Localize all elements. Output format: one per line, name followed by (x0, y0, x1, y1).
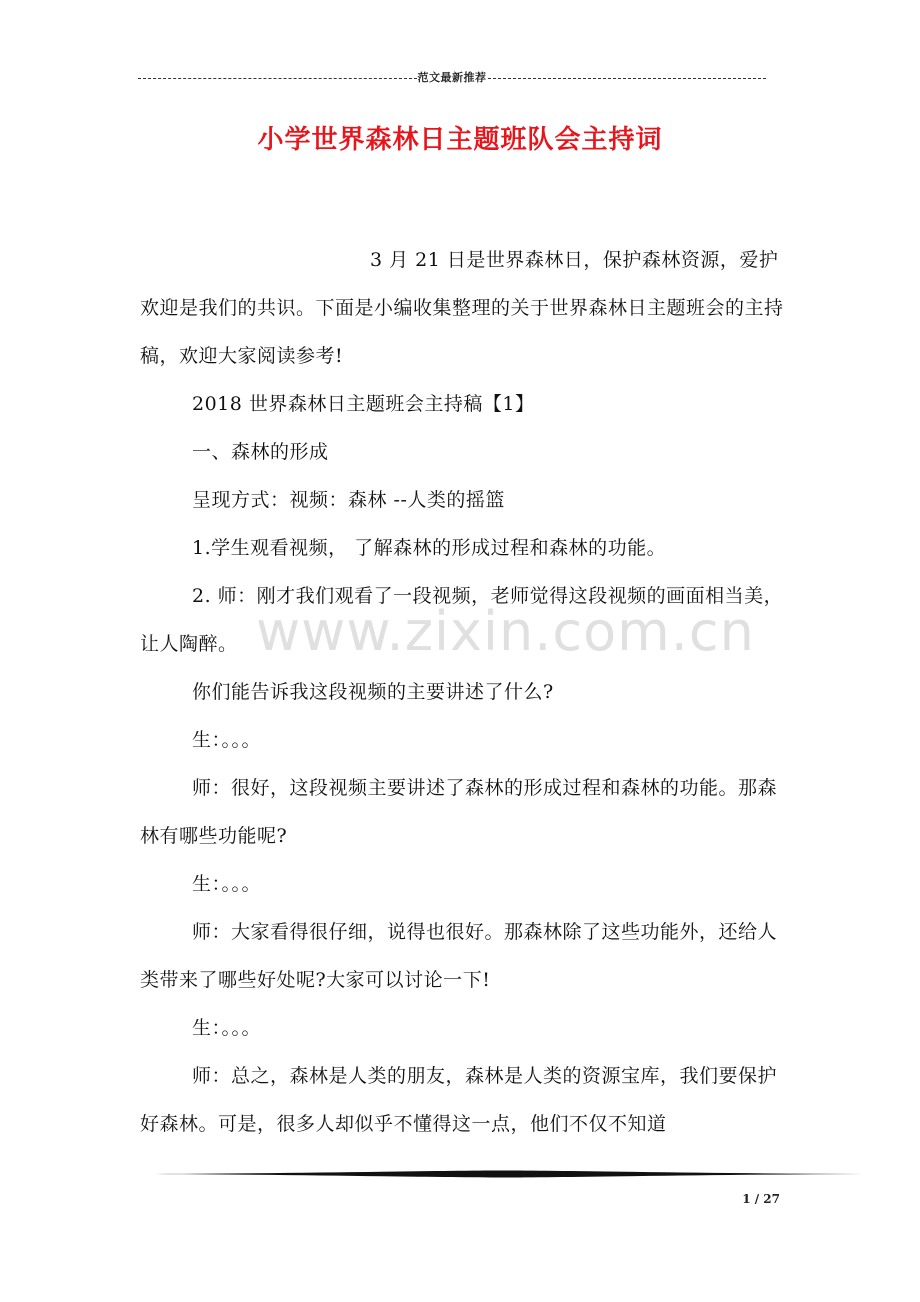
body-paragraph: 师：很好，这段视频主要讲述了森林的形成过程和森林的功能。那森林有哪些功能呢? (140, 777, 778, 847)
body-paragraph: 1.学生观看视频， 了解森林的形成过程和森林的功能。 (192, 537, 667, 559)
body-paragraph: 生：。。。 (192, 729, 262, 751)
section-heading: 2018 世界森林日主题班会主持稿【1】 (192, 393, 535, 415)
body-paragraph: 师：总之，森林是人类的朋友，森林是人类的资源宝库，我们要保护好森林。可是，很多人却似乎不懂得这一点，他们不仅不知道 (140, 1065, 778, 1135)
body-paragraph: 师：大家看得很仔细，说得也很好。那森林除了这些功能外，还给人类带来了哪些好处呢?大家可以讨论一下! (140, 921, 778, 991)
watermark: www.zixin.com.cn (256, 600, 755, 663)
body-paragraph: 你们能告诉我这段视频的主要讲述了什么? (192, 681, 554, 703)
body-paragraph: 2. 师：刚才我们观看了一段视频，老师觉得这段视频的画面相当美，让人陶醉。 (140, 585, 784, 655)
body-paragraph: 呈现方式：视频：森林 --人类的摇篮 (192, 489, 505, 511)
header-dash-left (138, 78, 417, 79)
body-paragraph: 生：。。。 (192, 873, 262, 895)
body-paragraph: 生：。。。 (192, 1017, 262, 1039)
subsection-heading: 一、森林的形成 (192, 441, 329, 463)
page-number: 1 / 27 (742, 1192, 780, 1206)
page-header (138, 70, 766, 86)
footer-divider (140, 1167, 864, 1181)
document-title: 小学世界森林日主题班队会主持词 (257, 125, 663, 155)
header-dash-right (488, 78, 767, 79)
intro-paragraph: 3 月 21 日是世界森林日，保护森林资源，爱护欢迎是我们的共识。下面是小编收集整理的关于世界森林日主题班会的主持稿，欢迎大家阅读参考! (140, 249, 784, 367)
document-body (140, 236, 790, 1148)
header-label: 范文最新推荐 (417, 71, 487, 84)
